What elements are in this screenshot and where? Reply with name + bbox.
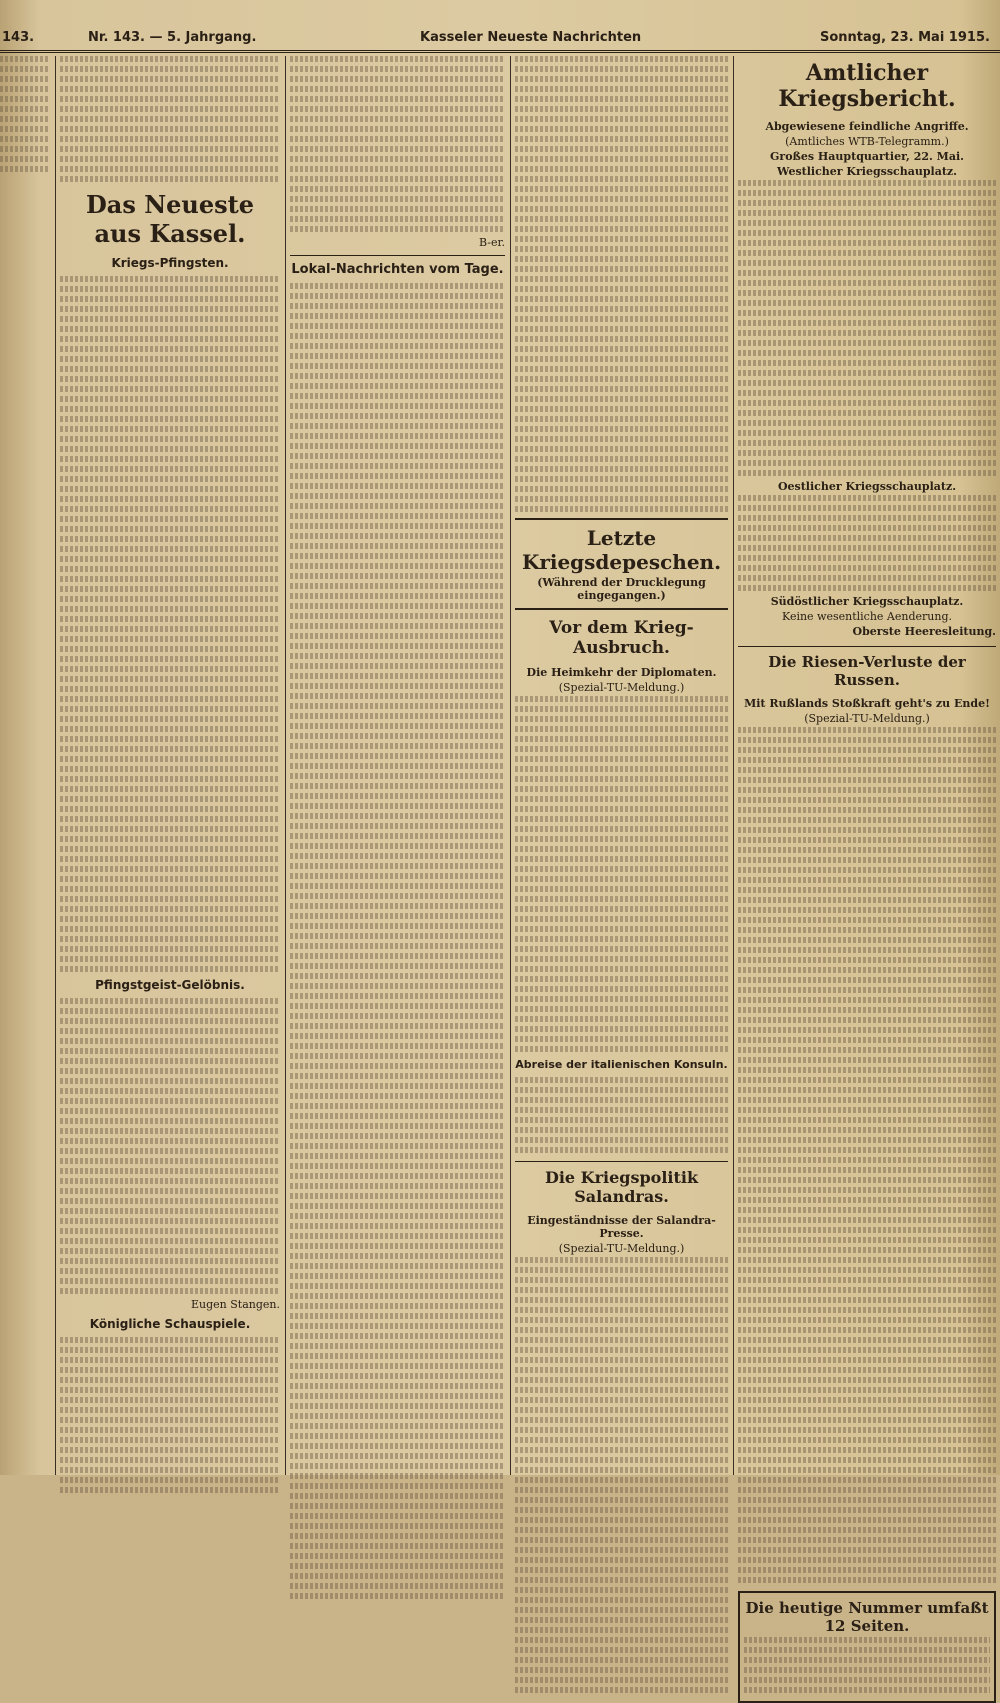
- issue-size-box: [738, 1591, 996, 1703]
- issue-label: Nr. 143. — 5. Jahrgang.: [88, 30, 257, 45]
- story-title: Die Kriegspolitik Salandras.: [515, 1161, 728, 1206]
- local-news-heading: Lokal-Nachrichten vom Tage.: [290, 255, 505, 277]
- theater-heading: Königliche Schauspiele.: [89, 1317, 251, 1331]
- story-title: Vor dem Krieg-Ausbruch.: [549, 618, 694, 658]
- issue-date: Sonntag, 23. Mai 1915.: [820, 30, 990, 45]
- story-subtitle: Die Heimkehr der Diplomaten.: [526, 666, 717, 679]
- story-title: Abreise der italienischen Konsuln.: [515, 1058, 728, 1071]
- section-heading: Kriegs-Pfingsten.: [111, 256, 229, 270]
- theater-heading: Oestlicher Kriegsschauplatz.: [777, 480, 957, 493]
- poem-author: Eugen Stangen.: [191, 1298, 280, 1311]
- page-header: [0, 28, 1000, 53]
- story-title: Die Riesen-Verluste der Russen.: [738, 646, 996, 689]
- theater-heading: Westlicher Kriegsschauplatz.: [777, 165, 957, 178]
- column-rule: [285, 56, 286, 1475]
- latest-dispatches-headline: Letzte Kriegsdepeschen.: [521, 526, 722, 574]
- story-subtitle: Mit Rußlands Stoßkraft geht's zu Ende!: [744, 697, 990, 710]
- report-signature: Oberste Heeresleitung.: [852, 625, 996, 638]
- kassel-headline: Das Neueste aus Kassel.: [85, 190, 255, 248]
- column-4: [738, 56, 996, 1635]
- column-rule: [510, 56, 511, 1475]
- story-agency: (Spezial-TU-Meldung.): [558, 681, 685, 694]
- column-rule: [55, 56, 56, 1475]
- story-agency: (Spezial-TU-Meldung.): [804, 712, 930, 725]
- issue-size-headline: Die heutige Nummer umfaßt 12 Seiten.: [745, 1599, 989, 1635]
- poem-title: Pfingstgeist-Gelöbnis.: [95, 978, 245, 992]
- war-report-dateline: Großes Hauptquartier, 22. Mai.: [770, 150, 964, 163]
- war-report-sub: Abgewiesene feindliche Angriffe.: [765, 120, 969, 133]
- war-report-headline: Amtlicher Kriegsbericht.: [778, 60, 956, 112]
- story-agency: (Spezial-TU-Meldung.): [558, 1242, 685, 1255]
- column-1: [60, 56, 280, 1475]
- story-subtitle: Eingeständnisse der Salandra-Presse.: [527, 1214, 716, 1240]
- article-signature: B-er.: [478, 236, 505, 249]
- paper-name: Kasseler Neueste Nachrichten: [420, 30, 642, 45]
- war-report-source: (Amtliches WTB-Telegramm.): [785, 135, 949, 148]
- column-3: [515, 56, 728, 1475]
- left-edge-strip: [0, 56, 50, 1475]
- theater-heading: Südöstlicher Kriegsschauplatz.: [770, 595, 964, 608]
- latest-dispatches-sub: (Während der Drucklegung eingegangen.): [537, 576, 706, 602]
- column-rule: [733, 56, 734, 1475]
- column-2: [290, 56, 505, 1475]
- theater-note: Keine wesentliche Aenderung.: [782, 610, 952, 623]
- page-number: 143.: [2, 30, 35, 45]
